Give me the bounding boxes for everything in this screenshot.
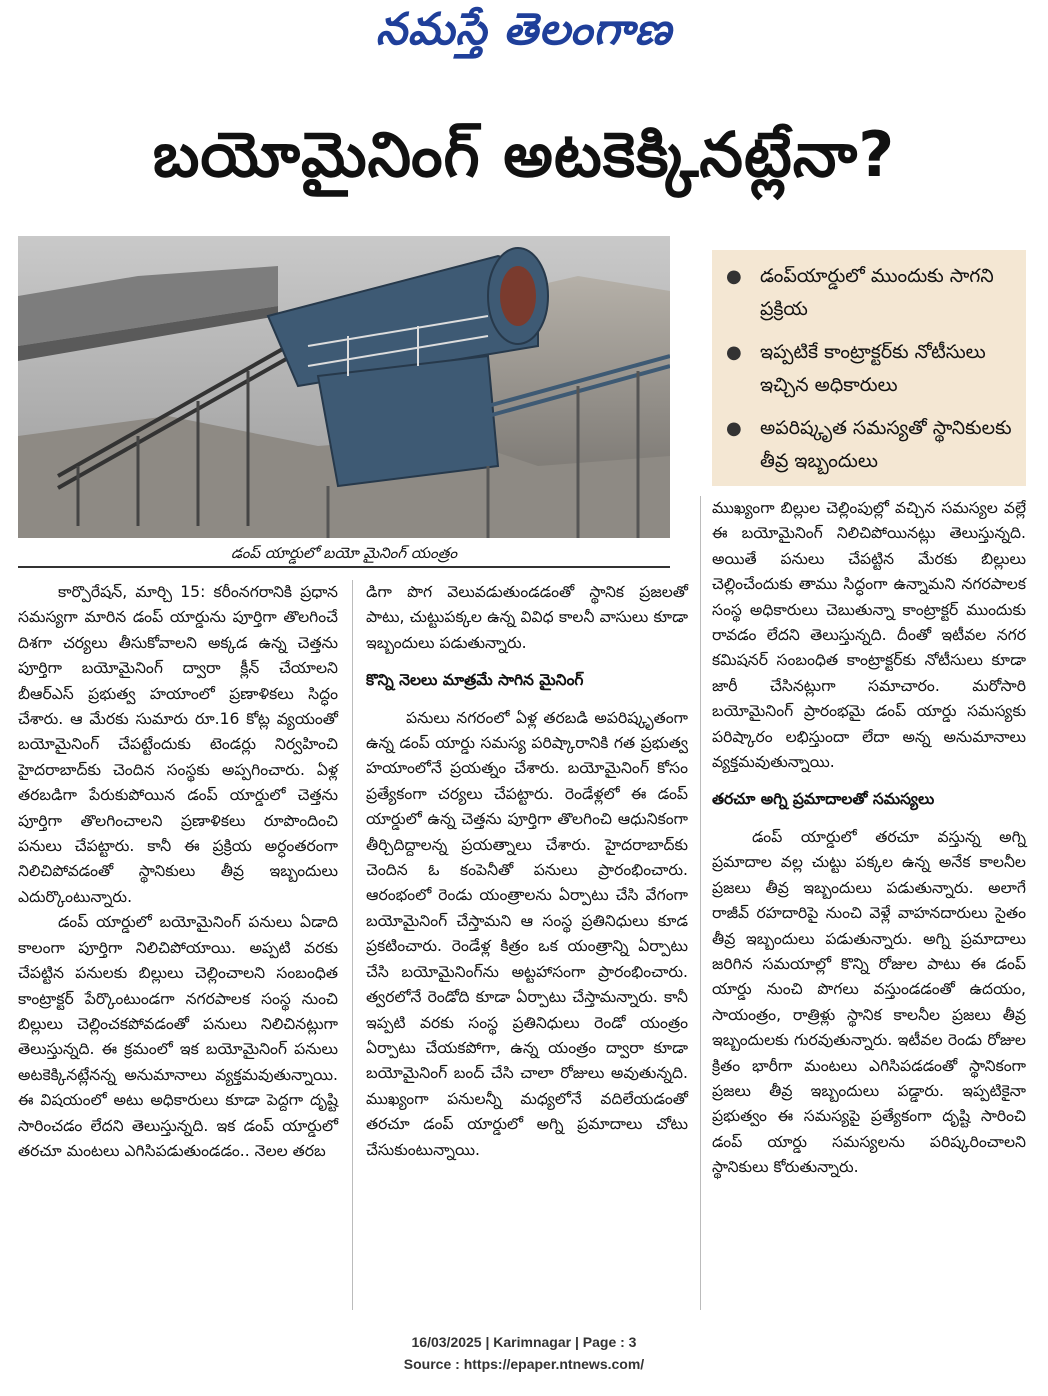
masthead-logo: నమస్తే తెలంగాణ [375, 4, 673, 55]
article-paragraph: కార్పొరేషన్, మార్చి 15: కరీంనగరానికి ప్రధాన సమస్యగా మారిన డంప్ యార్డును పూర్తిగా తొలగించే దిశగా చర్యలు తీసుకోవాలని అక్కడ ఉన్న చెత్తను పూర్తిగా బయోమైనింగ్ ద్వారా క్లీన్ చేయాలని బీఆర్ఎస్ ప్రభుత్వ హయాంలో ప్రణాళికలు సిద్ధం చేశారు. ఆ మేరకు సుమారు రూ.16 కోట్ల వ్యయంతో బయోమైనింగ్ చేపట్టేందుకు టెండర్లు నిర్వహించి హైదరాబాద్‌కు చెందిన సంస్థకు అప్పగించారు. ఏళ్ల తరబడిగా పేరుకుపోయిన డంప్ యార్డులో చెత్తను పూర్తిగా తొలగించాలని ప్రణాళికలు రూపొందించి పనులు చేపట్టారు. కానీ ఈ ప్రక్రియ అర్ధంతరంగా నిలిచిపోవడంతో స్థానికులు తీవ్ర ఇబ్బందులు ఎదుర్కొంటున్నారు. [18, 583, 338, 906]
article-paragraph: డంప్ యార్డులో తరచూ వస్తున్న అగ్ని ప్రమాదాల వల్ల చుట్టు పక్కల ఉన్న అనేక కాలనీల ప్రజలు తీవ్ర ఇబ్బందులు పడుతున్నారు. అలాగే రాజీవ్ రహదారిపై నుంచి వెళ్లే వాహనదారులు సైతం తీవ్ర ఇబ్బందులు పడుతున్నారు. అగ్ని ప్రమాదాలు జరిగిన సమయాల్లో కొన్ని రోజుల పాటు ఈ డంప్ యార్డు నుంచి పొగలు వస్తుండడంతో ఉదయం, సాయంత్రం, రాత్రిళ్లు స్థానిక కాలనీల ప్రజలు తీవ్ర ఇబ్బందులకు గురవుతున్నారు. ఇటీవల రెండు రోజుల క్రితం భారీగా మంటలు ఎగిసిపడడంతో స్థానికంగా ప్రజలు తీవ్ర ఇబ్బందులు పడ్డారు. ఇప్పటికైనా ప్రభుత్వం ఈ సమస్యపై ప్రత్యేకంగా దృష్టి సారించి డంప్ యార్డు సమస్యలను పరిష్కరించాలని స్థానికులు కోరుతున్నారు. [712, 827, 1026, 1177]
highlight-text: ఇప్పటికే కాంట్రాక్టర్‌కు నోటీసులు ఇచ్చిన అధికారులు [760, 341, 986, 396]
highlight-item [712, 408, 1026, 484]
bullet-icon: ● [726, 418, 742, 439]
highlight-text: అపరిష్కృత సమస్యతో స్థానికులకు తీవ్ర ఇబ్బందులు [760, 417, 1012, 472]
section-subhead: తరచూ అగ్ని ప్రమాదాలతో సమస్యలు [712, 790, 935, 809]
article-headline: బయోమైనింగ్ అటకెక్కినట్లేనా? [152, 118, 896, 191]
section-subhead: కొన్ని నెలలు మాత్రమే సాగిన మైనింగ్ [366, 671, 584, 690]
article-column-2 [366, 580, 688, 1163]
photo-caption: డంప్ యార్డులో బయో మైనింగ్ యంత్రం [18, 540, 670, 568]
article-column-1 [18, 580, 338, 1164]
article-paragraph: పనులు నగరంలో ఏళ్ల తరబడి అపరిష్కృతంగా ఉన్న డంప్ యార్డు సమస్య పరిష్కారానికి గత ప్రభుత్వ హయాంలోనే ప్రయత్నం చేశారు. బయోమైనింగ్ కోసం ప్రత్యేకంగా చర్యలు చేపట్టారు. రెండేళ్లలో ఈ డంప్ యార్డులో ఉన్న చెత్తను పూర్తిగా తొలగించి ఆధునికంగా తీర్చిదిద్దాలన్న ప్రయత్నాలు చేశారు. హైదరాబాద్‌కు చెందిన ఓ కంపెనీతో పనులు ప్రారంభించారు. ఆరంభంలో రెండు యంత్రాలను ఏర్పాటు చేసి వేగంగా బయోమైనింగ్ చేస్తామని ఆ సంస్థ ప్రతినిధులు కూడ ప్రకటించారు. రెండేళ్ల కిత్రం ఒక యంత్రాన్ని ఏర్పాటు చేసి బయోమైనింగ్‌ను అట్టహాసంగా ప్రారంభించారు. త్వరలోనే రెండోది కూడా ఏర్పాటు చేస్తామన్నారు. కానీ ఇప్పటి వరకు సంస్థ ప్రతినిధులు రెండో యంత్రం ఏర్పాటు చేయకపోగా, ఉన్న యంత్రం ద్వారా కూడా బయోమైనింగ్ బంద్ చేసి చాలా రోజులు అవుతున్నది. ముఖ్యంగా పనులన్నీ మధ్యలోనే వదిలేయడంతో తరచూ డంప్ యార్డులో అగ్ని ప్రమాదాలు చోటు చేసుకుంటున్నాయి. [366, 708, 688, 1159]
article-paragraph: డంప్ యార్డులో బయోమైనింగ్ పనులు ఏడాది కాలంగా పూర్తిగా నిలిచిపోయాయి. అప్పటి వరకు చేపట్టిన పనులకు బిల్లులు చెల్లించాలని సంబంధిత కాంట్రాక్టర్ పేర్కొంటుండగా నగరపాలక సంస్థ నుంచి బిల్లులు చెల్లించకపోవడంతో పనులు నిలిచినట్లుగా తెలుస్తున్నది. ఈ క్రమంలో ఇక బయోమైనింగ్ పనులు అటకెక్కినట్లేనన్న అనుమానాలు వ్యక్తమవుతున్నాయి. ఈ విషయంలో అటు అధికారులు కూడా పెద్దగా దృష్టి సారించడం లేదని తెలుస్తున్నది. ఇక డంప్ యార్డులో తరచూ మంటలు ఎగిసిపడుతుండడం.. నెలల తరబ [18, 913, 338, 1160]
bullet-icon: ● [726, 266, 742, 287]
footer-source: Source : https://epaper.ntnews.com/ [403, 1356, 645, 1372]
article-paragraph: ముఖ్యంగా బిల్లుల చెల్లింపుల్లో వచ్చిన సమస్యల వల్లే ఈ బయోమైనింగ్ నిలిచిపోయినట్లు తెలుస్తున్నది. అయితే పనులు చేపట్టిన మేరకు బిల్లులు చెల్లించేందుకు తాము సిద్ధంగా ఉన్నామని నగరపాలక సంస్థ అధికారులు చెబుతున్నా కాంట్రాక్టర్ ముందుకు రావడం లేదని తెలుస్తున్నది. దీంతో ఇటీవల నగర కమిషనర్ సంబంధిత కాంట్రాక్టర్‌కు నోటీసులు కూడా జారీ చేసినట్లుగా సమాచారం. మరోసారి బయోమైనింగ్ ప్రారంభమై డంప్ యార్డు సమస్యకు పరిష్కారం లభిస్తుందా లేదా అన్న అనుమానాలు వ్యక్తమవుతున్నాయి. [712, 499, 1026, 772]
bullet-icon: ● [726, 342, 742, 363]
article-paragraph: డిగా పొగ వెలువడుతుండడంతో స్థానిక ప్రజలతో పాటు, చుట్టుపక్కల ఉన్న వివిధ కాలనీ వాసులు కూడా ఇబ్బందులు పడుతున్నారు. [366, 583, 688, 652]
footer-dateline: 16/03/2025 | Karimnagar | Page : 3 [411, 1334, 637, 1350]
highlight-text: డంప్‌యార్డులో ముందుకు సాగని ప్రక్రియ [760, 265, 994, 320]
highlight-item [712, 332, 1026, 408]
article-column-3 [712, 496, 1026, 1181]
article-photo [18, 236, 670, 538]
highlights-box [712, 250, 1026, 486]
column-divider [352, 580, 353, 1310]
highlight-item [712, 256, 1026, 332]
column-divider [700, 496, 701, 1310]
